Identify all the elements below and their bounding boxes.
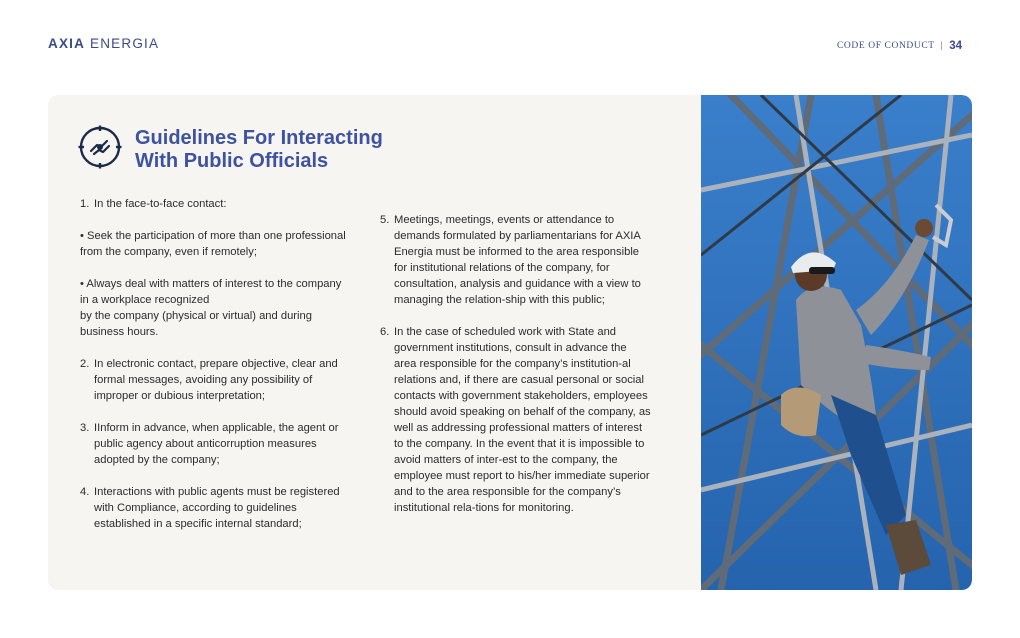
tower-worker-photo [701, 95, 972, 590]
handshake-circle-icon [78, 125, 122, 169]
list-item [80, 420, 348, 468]
tower-worker-illustration [701, 95, 972, 590]
right-column [380, 212, 652, 532]
list-item [80, 484, 348, 532]
list-item-text: Meetings, meetings, events or attendance to demands formulated by parliamentarians for AXIA Energia must be informed to the area responsible for institutional relations of the company, for consultation, analysis and guidance with a view to managing the relation-ship with this public; [394, 214, 641, 306]
list-item [380, 212, 652, 308]
list-item-text: IInform in advance, when applicable, the agent or public agency about anticorruption measures adopted by the company; [94, 422, 339, 466]
title-line-1: Guidelines For Interacting [135, 127, 383, 149]
brand-logo-rest: ENERGIA [90, 36, 160, 51]
brand-logo [48, 36, 159, 51]
list-item-number: 3. [80, 422, 90, 434]
list-item-text: In electronic contact, prepare objective, clear and formal messages, avoiding any possibility of improper or dubious interpretation; [94, 358, 338, 402]
list-item-number: 2. [80, 358, 90, 370]
list-item-number: 6. [380, 326, 390, 338]
bullet-text-a: • Always deal with matters of interest to the company in a workplace recognized [80, 278, 342, 306]
list-item-number: 5. [380, 214, 390, 226]
brand-logo-bold: AXIA [48, 36, 86, 51]
list-item [80, 356, 348, 404]
list-item-number: 4. [80, 486, 90, 498]
section-label: CODE OF CONDUCT [837, 41, 935, 51]
list-item-text: In the face-to-face contact: [94, 198, 227, 210]
page-header-meta [837, 40, 962, 52]
title-line-2: With Public Officials [135, 150, 329, 172]
header-separator: | [940, 41, 944, 51]
bullet-paragraph: • Seek the participation of more than one professional from the company, even if remotely; [80, 230, 346, 258]
list-item-number: 1. [80, 198, 90, 210]
list-item [80, 196, 348, 212]
page-title [135, 127, 435, 173]
bullet-text-b: by the company (physical or virtual) and during business hours. [80, 310, 312, 338]
content-card [48, 95, 972, 590]
page-number: 34 [949, 40, 962, 52]
bullet-paragraph [80, 276, 348, 340]
left-column [80, 196, 348, 548]
list-item-text: In the case of scheduled work with State and government institutions, consult in advance the area responsible for the company’s institution-al relations and, if there are casual personal or social contacts with government stakeholders, employees should avoid speaking on behalf of the company, as well as addressing professional matters of interest to the company. In the event that it is impossible to avoid matters of inter-est to the company, the employee must report to his/her immediate superior and to the area responsible for the company’s institutional rela-tions for monitoring. [394, 326, 651, 514]
list-item-text: Interactions with public agents must be registered with Compliance, according to guidelines established in a specific internal standard; [94, 486, 340, 530]
list-item [380, 324, 652, 516]
